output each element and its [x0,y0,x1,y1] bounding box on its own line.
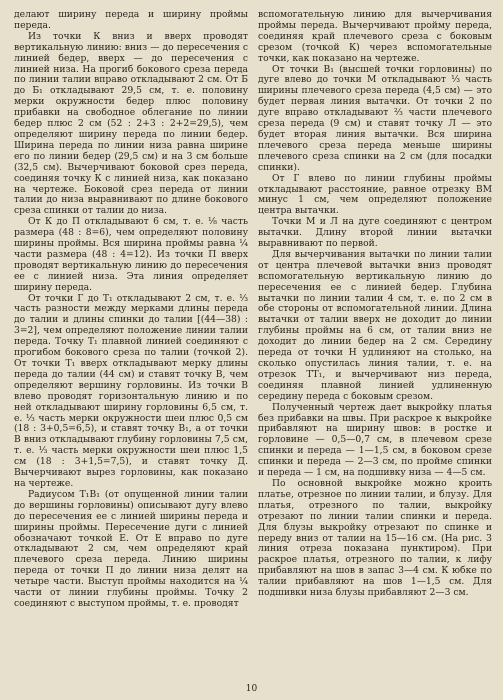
paragraph: От точки Г до Т₁ откладывают 2 см, т. е. ⅓ часть разности между мерками длины переда до талии и длины спинки до талии [(44—38) : 3=2], чем определяют положение линии талии переда. Точку Т₁ плавной линией соединяют с прогибом бокового среза по талии (точкой 2). От точки Т₁ вверх откладывают мерку длины переда до талии (44 см) и ставят точку В, чем определяют вершину горловины. Из точки В влево проводят горизонтальную линию и по ней откладывают ширину горловины 6,5 см, т. е. ⅓ часть мерки окружности шеи плюс 0,5 см (18 : 3+0,5=6,5), и ставят точку В₁, а от точки В вниз откладывают глубину горловины 7,5 см, т. е. ⅓ часть мерки окружности шеи плюс 1,5 см (18 : 3+1,5=7,5), и ставят точку Д. Вычерчивают вырез горловины, как показано на чертеже. [14,292,248,489]
paragraph: вспомогательную линию для вычерчивания проймы переда. Вычерчивают пройму переда, соединяя край плечевого среза с боковым срезом (точкой К) через вспомогательные точки, как показано на чертеже. [258,9,492,64]
paragraph: Полученный чертеж дает выкройку платья без прибавки на швы. При раскрое к выкройке прибавляют на ширину швов: в ростке и горловине — 0,5—0,7 см, в плечевом срезе спинки и переда — 1—1,5 см, в боковом срезе спинки и переда — 2—3 см, по пройме спинки и переда — 1 см, на подшивку низа — 4—5 см. [258,401,492,479]
paragraph: По основной выкройке можно кроить платье, отрезное по линии талии, и блузу. Для платья, отрезного по талии, выкройку отрезают по линии талии спинки и переда. Для блузы выкройку отрезают по спинке и переду вниз от талии на 15—16 см. (На рис. 3 линия отреза показана пунктиром). При раскрое платья, отрезного по талии, к лифу прибавляют на шов в запас 3—4 см. К юбке по талии прибавляют на шов 1—1,5 см. Для подшивки низа блузы прибавляют 2—3 см. [258,477,492,599]
paragraph: От К до П откладывают 6 см, т. е. ⅛ часть размера (48 : 8=6), чем определяют половину ширины проймы. Вся ширина проймы равна ¼ части размера (48 : 4=12). Из точки П вверх проводят вертикальную линию до пересечения ее с линией низа. Эта линия определяет ширину переда. [14,216,248,293]
paragraph: Для вычерчивания вытачки по линии талии от центра плечевой вытачки вниз проводят вспомогательную вертикальную линию до пересечения ее с линией бедер. Глубина вытачки по линии талии 4 см, т. е. по 2 см в обе стороны от вспомогательной линии. Длина вытачки от талии вверх не доходит до линии глубины проймы на 6 см, от талии вниз не доходит до линии бедер на 2 см. Середину переда от точки Н удлиняют на столько, на сколько опустилась линия талии, т. е. на отрезок ТТ₁, и вычерчивают низ переда, соединяя плавной линией удлиненную середину переда с боковым срезом. [258,248,492,402]
paragraph: От Г влево по линии глубины проймы откладывают расстояние, равное отрезку ВМ минус 1 см, чем определяют положение центра вытачки. [258,172,492,217]
paragraph: От точки В₁ (высшей точки горловины) по дуге влево до точки М откладывают ⅓ часть ширины плечевого среза переда (4,5 см) — это будет первая линия вытачки. От точки 2 по дуге вправо откладывают ⅔ части плечевого среза переда (9 см) и ставят точку Л — это будет вторая линия вытачки. Вся ширина плечевого среза переда меньше ширины плечевого среза спинки на 2 см (для посадки спинки). [258,63,492,173]
left-column [14,10,248,610]
paragraph: Точки М и Л на дуге соединяют с центром вытачки. Длину второй линии вытачки выравнивают по первой. [258,216,492,250]
right-column [258,10,492,599]
paragraph: Из точки К вниз и вверх проводят вертикальную линию: вниз — до пересечения с линией бедер, вверх — до пересечения с линией низа. На прогиб бокового среза переда по линии талии вправо откладывают 2 см. От Б до Б₁ откладывают 29,5 см, т. е. половину мерки окружности бедер плюс половину прибавки на свободное облегание по линии бедер плюс 2 см (52 : 2+3 : 2+2=29,5), чем определяют ширину переда по линии бедер. Ширина переда по линии низа равна ширине его по линии бедер (29,5 см) и на 3 см больше (32,5 см). Вычерчивают боковой срез переда, соединяя точку К с линией низа, как показано на чертеже. Боковой срез переда от линии талии до низа выравнивают по длине бокового среза спинки от талии до низа. [14,30,248,217]
page-number: 10 [245,684,258,694]
paragraph: Радиусом Т₁В₁ (от опущенной линии талии до вершины горловины) описывают дугу влево до пересечения ее с линией ширины переда и ширины проймы. Пересечение дуги с линией обозначают точкой Е. От Е вправо по дуге откладывают 2 см, чем определяют край плечевого среза переда. Линию ширины переда от точки П до линии низа делят на четыре части. Выступ проймы находится на ¼ части от линии глубины проймы. Точку 2 соединяют с выступом проймы, т. е. проводят [14,488,248,609]
paragraph: делают ширину переда и ширину проймы переда. [14,9,248,31]
